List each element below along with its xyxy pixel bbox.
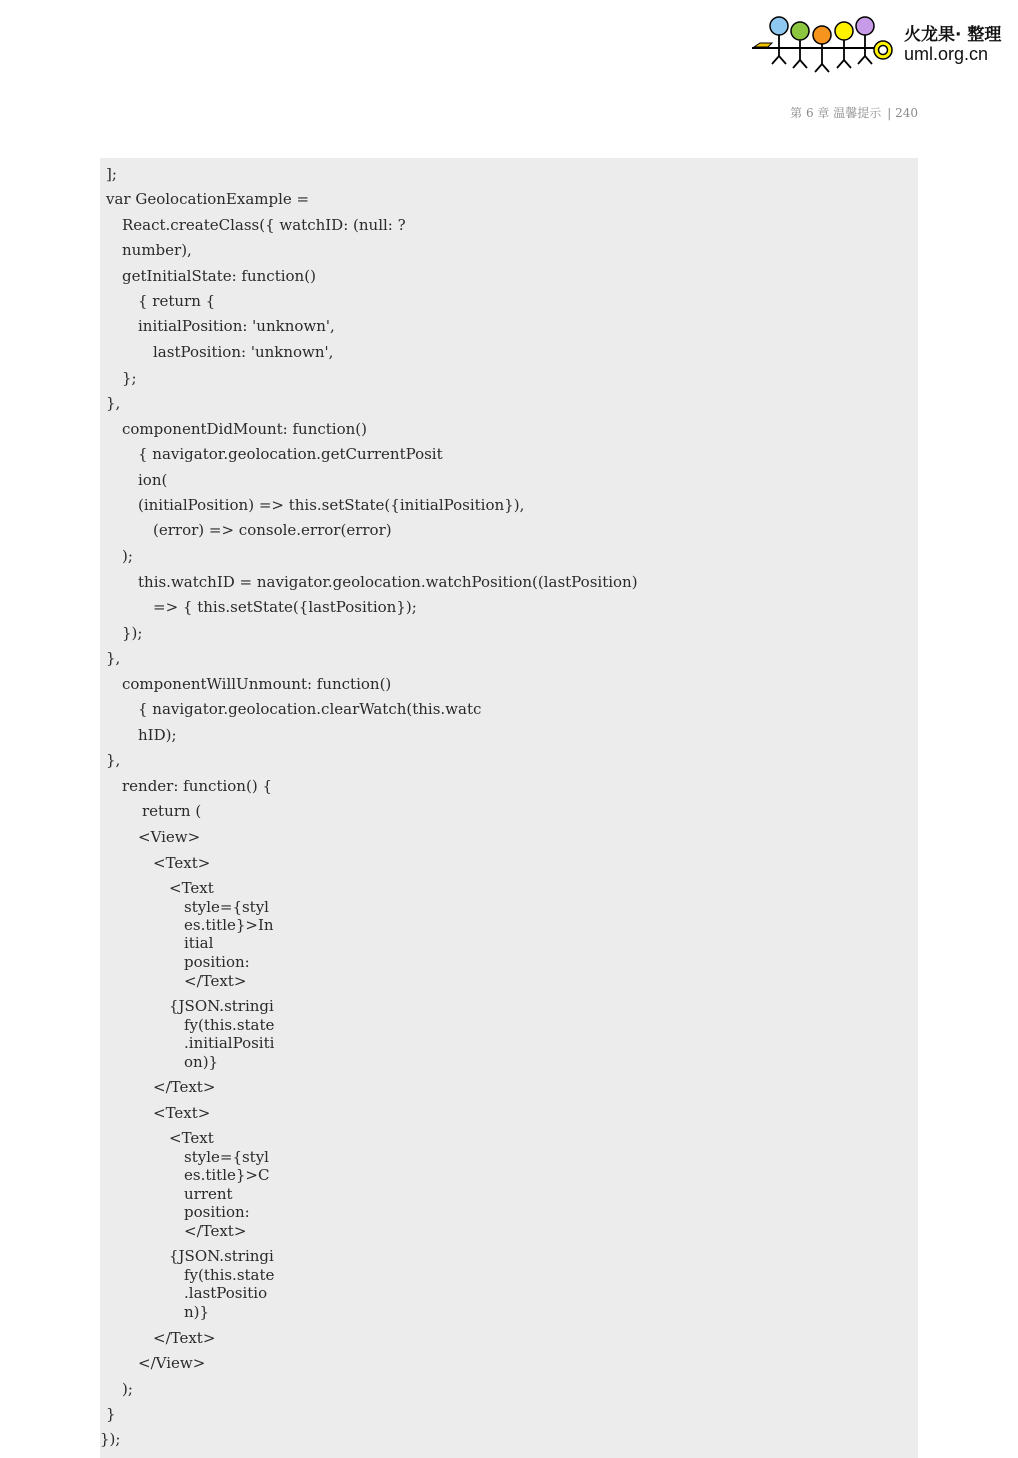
code-line: n)} [184, 1303, 210, 1321]
code-line: }, [106, 649, 121, 667]
code-line: <Text [169, 879, 214, 897]
code-line: .initialPositi [184, 1034, 275, 1052]
code-line: es.title}>In [184, 916, 274, 934]
code-line: position: [184, 1203, 250, 1221]
code-line: on)} [184, 1053, 219, 1071]
code-line: getInitialState: function() [122, 267, 316, 285]
code-line: { navigator.geolocation.getCurrentPosit [138, 445, 443, 463]
code-line: (error) => console.error(error) [153, 521, 392, 539]
code-line: }); [100, 1430, 121, 1448]
logo-icon [748, 12, 898, 76]
code-line: <View> [138, 828, 201, 846]
code-line: render: function() { [122, 777, 272, 795]
code-line: {JSON.stringi [169, 1247, 274, 1265]
code-line: { navigator.geolocation.clearWatch(this.watc [138, 700, 482, 718]
code-line: } [106, 1405, 116, 1423]
code-line: <Text> [153, 854, 211, 872]
code-line: urrent [184, 1185, 233, 1203]
code-line: React.createClass({ watchID: (null: ? [122, 216, 406, 234]
code-line: => { this.setState({lastPosition}); [153, 598, 417, 616]
code-line: ]; [106, 165, 117, 183]
code-line: lastPosition: 'unknown', [153, 343, 334, 361]
code-line: ); [122, 1380, 133, 1398]
code-line: itial [184, 934, 214, 952]
code-line: ion( [138, 471, 168, 489]
code-line: </Text> [153, 1329, 216, 1347]
code-line: es.title}>C [184, 1166, 270, 1184]
code-line: <Text> [153, 1104, 211, 1122]
code-line: </Text> [153, 1078, 216, 1096]
header-separator: | [887, 106, 896, 120]
code-line: hID); [138, 726, 177, 744]
code-line: position: [184, 953, 250, 971]
code-line: }, [106, 394, 121, 412]
code-line: }; [122, 369, 137, 387]
logo-url: uml.org.cn [904, 44, 989, 64]
code-line: number), [122, 241, 192, 259]
page-header [790, 104, 918, 121]
code-line: .lastPositio [184, 1284, 268, 1302]
code-line: <Text [169, 1129, 214, 1147]
code-line: {JSON.stringi [169, 997, 274, 1015]
page-number: 240 [895, 106, 918, 120]
code-line: componentDidMount: function() [122, 420, 367, 438]
code-line: { return { [138, 292, 216, 310]
code-line: </View> [138, 1354, 206, 1372]
code-line: componentWillUnmount: function() [122, 675, 392, 693]
code-block [100, 158, 918, 1458]
code-line: return ( [142, 802, 202, 820]
code-line: this.watchID = navigator.geolocation.watchPosition((lastPosition) [138, 573, 638, 591]
chapter-title: 第 6 章 温馨提示 [790, 106, 882, 120]
code-line: }, [106, 751, 121, 769]
code-line: ); [122, 547, 133, 565]
code-line: </Text> [184, 1222, 247, 1240]
logo-title: 火龙果· 整理 [904, 25, 1002, 45]
code-line: style={styl [184, 898, 269, 916]
code-line: }); [122, 624, 143, 642]
code-line: style={styl [184, 1148, 269, 1166]
code-line: </Text> [184, 972, 247, 990]
code-line: (initialPosition) => this.setState({initialPosition}), [138, 496, 525, 514]
code-line: fy(this.state [184, 1266, 275, 1284]
code-line: initialPosition: 'unknown', [138, 317, 335, 335]
code-line: fy(this.state [184, 1016, 275, 1034]
code-line: var GeolocationExample = [106, 190, 310, 208]
